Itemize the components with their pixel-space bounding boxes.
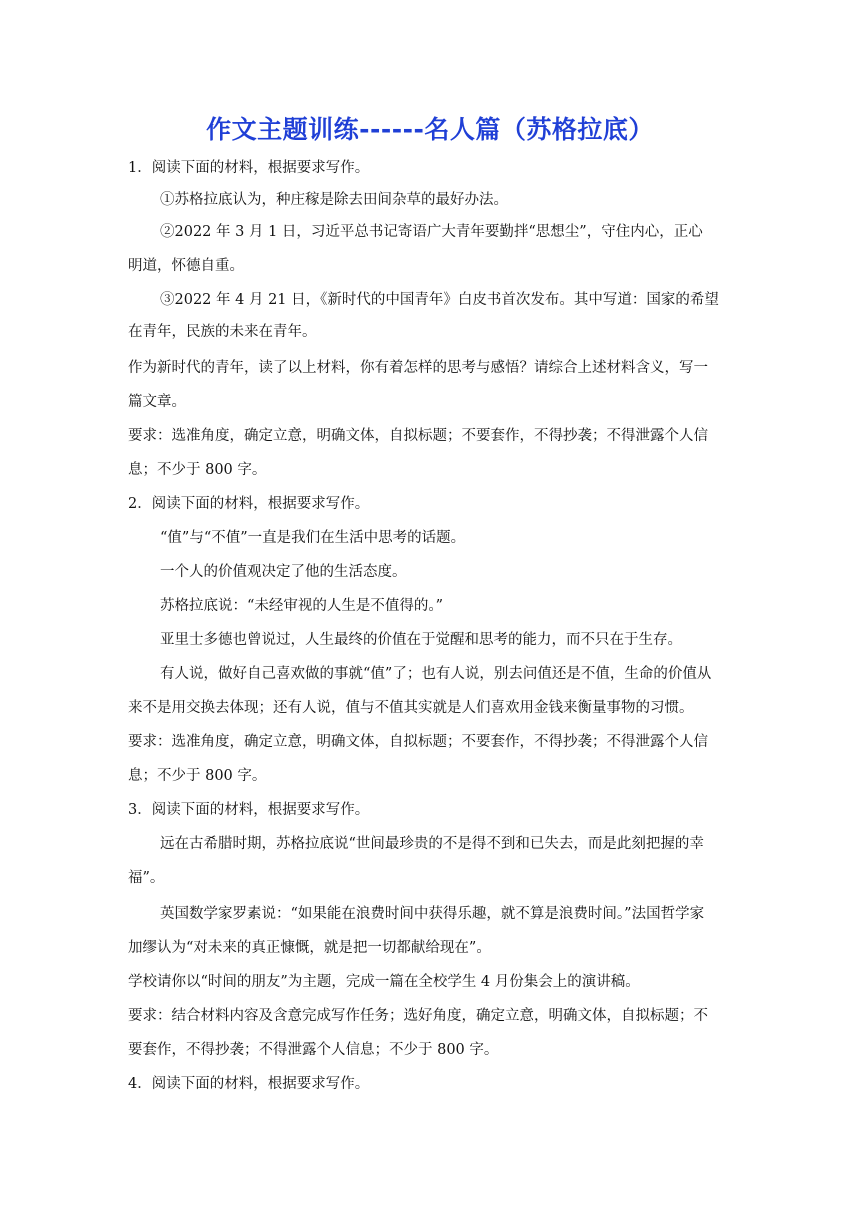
material-paragraph: 英国数学家罗素说：“如果能在浪费时间中获得乐趣，就不算是浪费时间。”法国哲学家 xyxy=(160,906,705,922)
requirements-paragraph: 要求：结合材料内容及含意完成写作任务；选好角度，确定立意，明确文体，自拟标题；不 xyxy=(128,1008,708,1024)
material-paragraph: “值”与“不值”一直是我们在生活中思考的话题。 xyxy=(160,530,466,546)
material-paragraph: ③2022 年 4 月 21 日，《新时代的中国青年》白皮书首次发布。其中写道：国家的希望 xyxy=(160,292,719,308)
material-paragraph-continued: 明道，怀德自重。 xyxy=(128,258,244,274)
requirements-paragraph: 要求：选准角度，确定立意，明确文体，自拟标题；不要套作，不得抄袭；不得泄露个人信 xyxy=(128,734,708,750)
material-paragraph-continued: 加缪认为“对未来的真正慷慨，就是把一切都献给现在”。 xyxy=(128,940,491,956)
material-paragraph-continued: 在青年，民族的未来在青年。 xyxy=(128,324,317,340)
material-paragraph: 远在古希腊时期，苏格拉底说“世间最珍贵的不是得不到和已失去，而是此刻把握的幸 xyxy=(160,836,704,852)
requirements-paragraph: 要求：选准角度，确定立意，明确文体，自拟标题；不要套作，不得抄袭；不得泄露个人信 xyxy=(128,428,708,444)
material-paragraph: 苏格拉底说：“未经审视的人生是不值得的。” xyxy=(160,598,444,614)
question-2-prompt: 2．阅读下面的材料，根据要求写作。 xyxy=(128,496,370,512)
material-paragraph-continued: 来不是用交换去体现；还有人说，值与不值其实就是人们喜欢用金钱来衡量事物的习惯。 xyxy=(128,700,694,716)
material-paragraph: 一个人的价值观决定了他的生活态度。 xyxy=(160,564,407,580)
material-paragraph-continued: 福”。 xyxy=(128,870,165,886)
material-paragraph: ①苏格拉底认为，种庄稼是除去田间杂草的最好办法。 xyxy=(160,192,508,208)
question-4-prompt: 4．阅读下面的材料，根据要求写作。 xyxy=(128,1076,370,1092)
task-paragraph: 作为新时代的青年，读了以上材料，你有着怎样的思考与感悟？请综合上述材料含义，写一 xyxy=(128,360,708,376)
requirements-paragraph-continued: 息；不少于 800 字。 xyxy=(128,768,267,784)
material-paragraph: 亚里士多德也曾说过，人生最终的价值在于觉醒和思考的能力，而不只在于生存。 xyxy=(160,632,682,648)
task-paragraph-continued: 篇文章。 xyxy=(128,394,186,410)
material-paragraph: 有人说，做好自己喜欢做的事就“值”了；也有人说，别去问值还是不值，生命的价值从 xyxy=(160,666,712,682)
material-paragraph: ②2022 年 3 月 1 日，习近平总书记寄语广大青年要勤拌“思想尘”，守住内心，正心 xyxy=(160,224,703,240)
task-paragraph: 学校请你以“时间的朋友”为主题，完成一篇在全校学生 4 月份集会上的演讲稿。 xyxy=(128,974,640,990)
question-1-prompt: 1．阅读下面的材料，根据要求写作。 xyxy=(128,160,370,176)
requirements-paragraph-continued: 要套作，不得抄袭；不得泄露个人信息；不少于 800 字。 xyxy=(128,1042,499,1058)
question-3-prompt: 3．阅读下面的材料，根据要求写作。 xyxy=(128,802,370,818)
requirements-paragraph-continued: 息；不少于 800 字。 xyxy=(128,462,267,478)
document-title: 作文主题训练------名人篇（苏格拉底） xyxy=(206,115,654,144)
